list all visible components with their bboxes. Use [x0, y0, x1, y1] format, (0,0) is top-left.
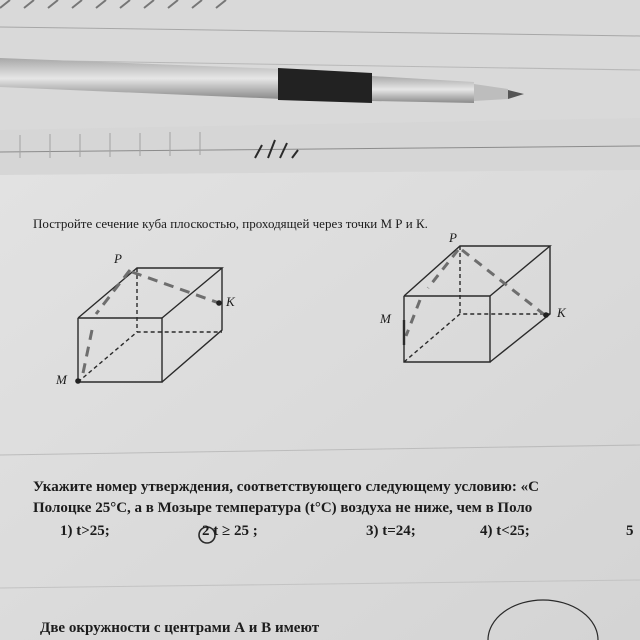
left-label-p: P: [114, 251, 122, 266]
option-1: 1) t>25;: [60, 523, 110, 539]
task1-text: Постройте сечение куба плоскостью, проходящей через точки М Р и К.: [33, 216, 428, 231]
task2-line1: Укажите номер утверждения, соответствующего следующему условию: «С: [33, 479, 539, 495]
task3-text: Две окружности с центрами А и В имеют: [40, 620, 320, 636]
left-label-k: K: [226, 294, 235, 309]
option-2: 2 t ≥ 25 ;: [202, 523, 258, 539]
right-label-m: M: [380, 311, 391, 326]
right-label-p: P: [449, 230, 457, 245]
worksheet-page: [0, 170, 640, 640]
left-label-m: M: [56, 372, 67, 387]
option-3: 3) t=24;: [366, 523, 416, 539]
option-4: 4) t<25;: [480, 523, 530, 539]
task2-line2: Полоцке 25°С, а в Мозыре температура (t°C) воздуха не ниже, чем в Поло: [33, 500, 533, 516]
right-label-k: K: [557, 305, 566, 320]
option-5: 5: [626, 523, 634, 539]
